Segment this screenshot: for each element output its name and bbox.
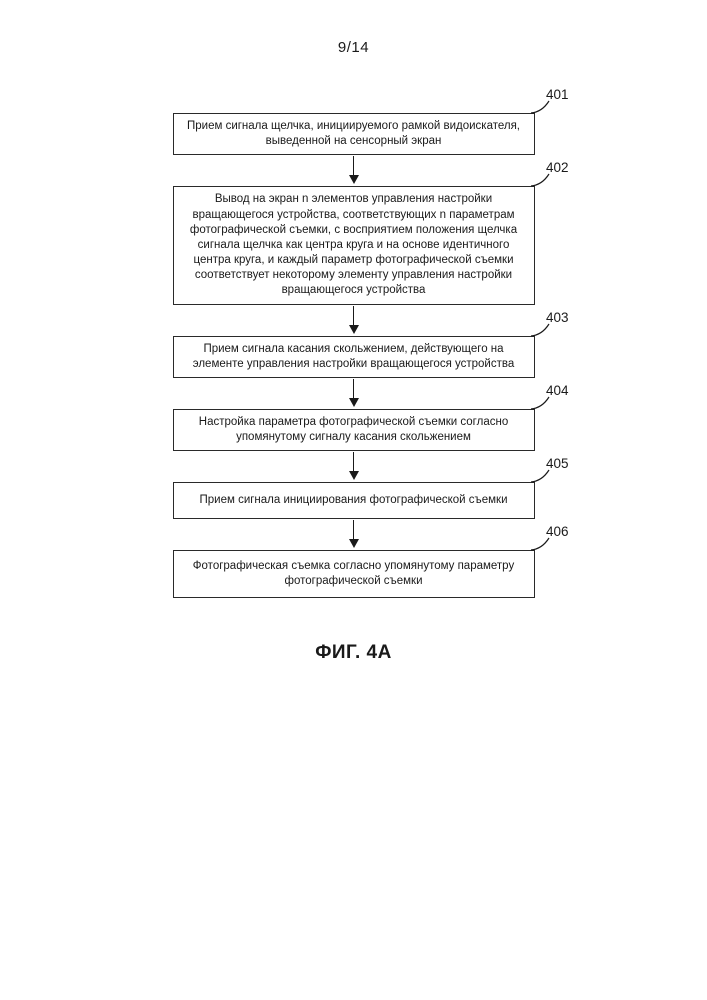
flowchart	[173, 87, 569, 598]
step-box	[173, 186, 535, 304]
ref-leader-line	[530, 396, 552, 410]
ref-leader-line	[530, 100, 552, 114]
step-404	[173, 382, 569, 451]
ref-leader-line	[530, 323, 552, 337]
step-403	[173, 309, 569, 378]
flow-arrow	[173, 451, 535, 482]
arrow-down-icon	[353, 306, 355, 326]
step-405	[173, 456, 569, 519]
arrow-down-icon	[353, 452, 355, 472]
step-text: Вывод на экран n элементов управления настройки вращающегося устройства, соответствующих n параметрам фотографической съемки, с восприятием положения щелчка сигнала щелчка как центра круга и на основе идентичного центра круга, и каждый параметр фотографической съемки соответствует некоторому элементу управления настройки вращающегося устройства	[189, 193, 518, 297]
step-text: Прием сигнала щелчка, инициируемого рамкой видоискателя, выведенной на сенсорный экран	[186, 120, 520, 148]
arrow-down-icon	[353, 156, 355, 176]
ref-leader-line	[530, 173, 552, 187]
step-box	[173, 482, 535, 519]
step-ref-number: 405	[545, 456, 569, 472]
step-text: Фотографическая съемка согласно упомянутому параметру фотографической съемки	[192, 560, 515, 588]
step-ref-number: 402	[545, 160, 569, 176]
step-ref-number: 401	[545, 87, 569, 102]
figure-caption: ФИГ. 4А	[315, 642, 392, 664]
step-text: Прием сигнала инициирования фотографической съемки	[199, 494, 508, 507]
page-number: 9/14	[337, 39, 370, 56]
flow-arrow	[173, 378, 535, 409]
ref-leader-line	[530, 469, 552, 483]
step-box	[173, 336, 535, 378]
step-box	[173, 550, 535, 598]
step-text: Настройка параметра фотографической съемки согласно упомянутому сигналу касания скольжением	[198, 415, 509, 444]
step-406	[173, 524, 569, 598]
step-text: Прием сигнала касания скольжением, действующего на элементе управления настройки вращающегося устройства	[192, 342, 515, 370]
step-ref-number: 404	[545, 382, 569, 398]
flow-arrow	[173, 155, 535, 186]
step-401	[173, 87, 569, 155]
step-ref-number: 406	[545, 524, 569, 540]
ref-leader-line	[530, 537, 552, 551]
step-box	[173, 113, 535, 155]
arrow-down-icon	[353, 520, 355, 540]
flow-arrow	[173, 519, 535, 550]
flow-arrow	[173, 305, 535, 336]
step-box	[173, 409, 535, 451]
arrow-down-icon	[353, 379, 355, 399]
step-ref-number: 403	[545, 309, 569, 325]
step-402	[173, 160, 569, 304]
